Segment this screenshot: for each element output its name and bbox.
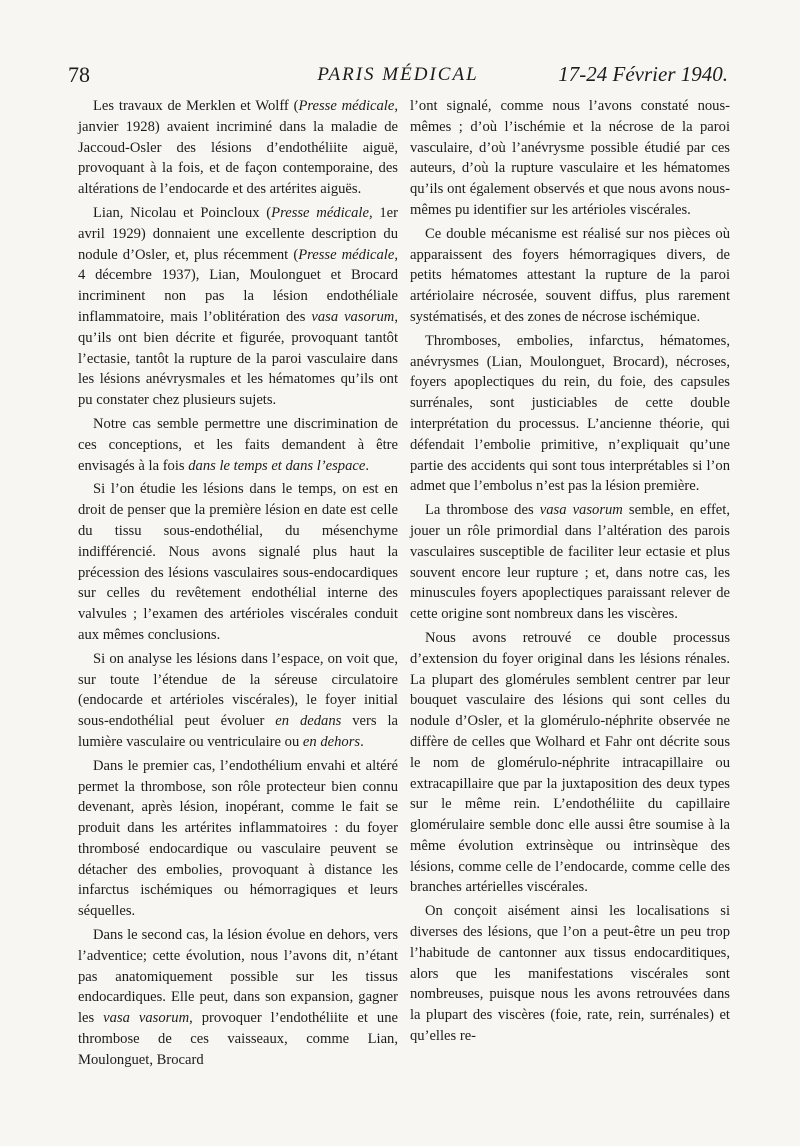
text-run: Dans le premier cas, l’endothélium envahi et altéré permet la thrombose, son rôle protecteur bien connu devenant, après lésion, inopérant, comme le fait se produit dans les artérites inflammatoires : du foyer thrombosé endocardique ou vasculaire peuvent se détacher des embolies, provoquant à distance les infarctus ischémiques ou hémorragiques et leurs séquelles.	[78, 757, 398, 920]
text-run: , provoquer l’endothéliite et une thrombose de ces vaisseaux, comme Lian, Moulonguet, Brocard	[78, 1010, 398, 1068]
text-run: vers la lumière vasculaire ou ventriculaire ou	[78, 713, 398, 750]
italic-text: vasa vasorum	[103, 1010, 190, 1027]
paragraph	[78, 479, 398, 645]
text-run: , 4 décembre 1937), Lian, Moulonguet et Brocard incriminent non pas la lésion endothéliale inflammatoire, mais l’oblitération des	[78, 246, 398, 325]
left-column	[78, 96, 398, 1074]
paragraph	[410, 96, 730, 221]
text-run: Notre cas semble permettre une discrimination de ces conceptions, et les faits demandent à être envisagés à la fois	[78, 415, 398, 474]
text-run: .	[365, 457, 370, 474]
running-header	[68, 62, 728, 90]
issue-date: 17-24 Février 1940.	[558, 62, 728, 86]
paragraph	[78, 925, 398, 1071]
italic-text: vasa vasorum	[311, 308, 395, 325]
paragraph	[410, 224, 730, 328]
paragraph	[410, 331, 730, 497]
text-run: Si l’on étudie les lésions dans le temps, on est en droit de penser que la première lésion en date est celle du tissu sous-endothélial, du mésenchyme indifférencié. Nous avons signalé plus haut la précession des lésions vasculaires sous-endocardiques sur celles du revêtement endothélial interne des valvules ; l’examen des artérioles viscérales conduit aux mêmes conclusions.	[78, 481, 398, 643]
paragraph	[410, 901, 730, 1047]
text-run: .	[360, 733, 364, 750]
italic-text: Presse médicale	[298, 246, 395, 263]
italic-text: vasa vasorum	[539, 502, 623, 519]
text-run: On conçoit aisément ainsi les localisations si diverses des lésions, que l’on a peut-être un peu trop l’habitude de cantonner aux tissus endocarditiques, alors que les manifestations viscérales sont nombreuses, puisque nous les avons retrouvées dans la plupart des viscères (foie, rate, rein, surrénales) et qu’elles re-	[410, 903, 730, 1045]
text-run: Lian, Nicolau et Poincloux (	[93, 204, 272, 221]
text-run: semble, en effet, jouer un rôle primordial dans l’altération des parois vasculaires susceptible de faciliter leur ectasie et plus souvent encore leur rupture ; et, dans notre cas, les minuscules foyers apoplectiques paraissant relever de cette origine sont nombreux dans les viscères.	[410, 502, 730, 623]
paragraph	[78, 756, 398, 922]
text-run: Thromboses, embolies, infarctus, hématomes, anévrysmes (Lian, Moulonguet, Brocard), nécroses, foyers apoplectiques du rein, du foie, des capsules surrénales, sont justiciables de cette double interprétation du processus. L’ancienne théorie, qui défendait l’embolie primitive, n’expliquait qu’une partie des accidents qui sont tous interprétables si l’on admet que l’embolus n’est pas la lésion première.	[410, 332, 730, 495]
paragraph	[78, 414, 398, 476]
italic-text: en dehors	[302, 733, 361, 750]
italic-text: en dedans	[275, 713, 342, 730]
text-run: Ce double mécanisme est réalisé sur nos pièces où apparaissent des foyers hémorragiques divers, de petits hématomes attestant la rupture de la paroi artériolaire nécrosée, souvent diffus, plus rarement systématisés, et des zones de nécrose ischémique.	[410, 225, 730, 325]
journal-title: PARIS MÉDICAL	[317, 64, 479, 85]
page-number: 78	[68, 62, 90, 87]
italic-text: Presse médicale	[271, 204, 369, 221]
italic-text: dans le temps et dans l’espace	[188, 457, 366, 474]
text-run: Dans le second cas, la lésion évolue en dehors, vers l’adventice; cette évolution, nous l’avons dit, n’étant pas anatomiquement possible sur les tissus endocardiques. Elle peut, dans son expansion, gagner les	[78, 927, 398, 1027]
italic-text: Presse médicale	[298, 98, 395, 114]
text-run: La thrombose des	[425, 502, 540, 519]
paragraph	[410, 500, 730, 625]
text-run: , 1er avril 1929) donnaient une excellente description du nodule d’Osler, et, plus récemment (	[78, 204, 398, 263]
paragraph	[78, 203, 398, 411]
text-run: , janvier 1928) avaient incriminé dans la maladie de Jaccoud-Osler des lésions d’endothéliite aiguë, provoquant à la fois, et de façon contemporaine, des altérations de l’endocarde et des artérites aiguës.	[78, 98, 398, 198]
paragraph	[78, 649, 398, 753]
text-run: , qu’ils ont bien décrite et figurée, provoquant tantôt l’ectasie, tantôt la rupture de la paroi vasculaire dans les lésions anévrysmales et les hématomes qu’ils ont pu constater chez plusieurs sujets.	[78, 308, 398, 409]
paragraph	[410, 628, 730, 898]
text-run: l’ont signalé, comme nous l’avons constaté nous-mêmes ; d’où l’ischémie et la nécrose de la paroi vasculaire, d’où l’anévrysme possible étudié par ces auteurs, d’où la rupture vasculaire et les hématomes qu’ils ont également observés et que nous avons nous-mêmes pu identifier sur les artérioles viscérales.	[410, 98, 730, 218]
paragraph	[78, 96, 398, 200]
text-run: Si on analyse les lésions dans l’espace, on voit que, sur toute l’étendue de la séreuse circulatoire (endocarde et artérioles viscérales), le foyer initial sous-endothélial peut évoluer	[78, 650, 398, 730]
text-run: Nous avons retrouvé ce double processus d’extension du foyer original dans les lésions rénales. La plupart des glomérules semblent centrer par leur bouquet vasculaire des lésions qui sont celles du nodule d’Osler, et la glomérulo-néphrite observée ne diffère de celles que Wolhard et Fahr ont décrite sous le nom de glomérulo-néphrite intracapillaire ou extracapillaire que par la juxtaposition des deux types sur le même rein. L’endothéliite du capillaire glomérulaire semble donc elle aussi être soumise à la même évolution extrinsèque ou intrinsèque des lésions, comme celle de l’endocarde, comme celle des branches artérielles viscérales.	[410, 629, 730, 896]
right-column	[410, 96, 730, 1050]
text-run: Les travaux de Merklen et Wolff (	[93, 98, 299, 114]
